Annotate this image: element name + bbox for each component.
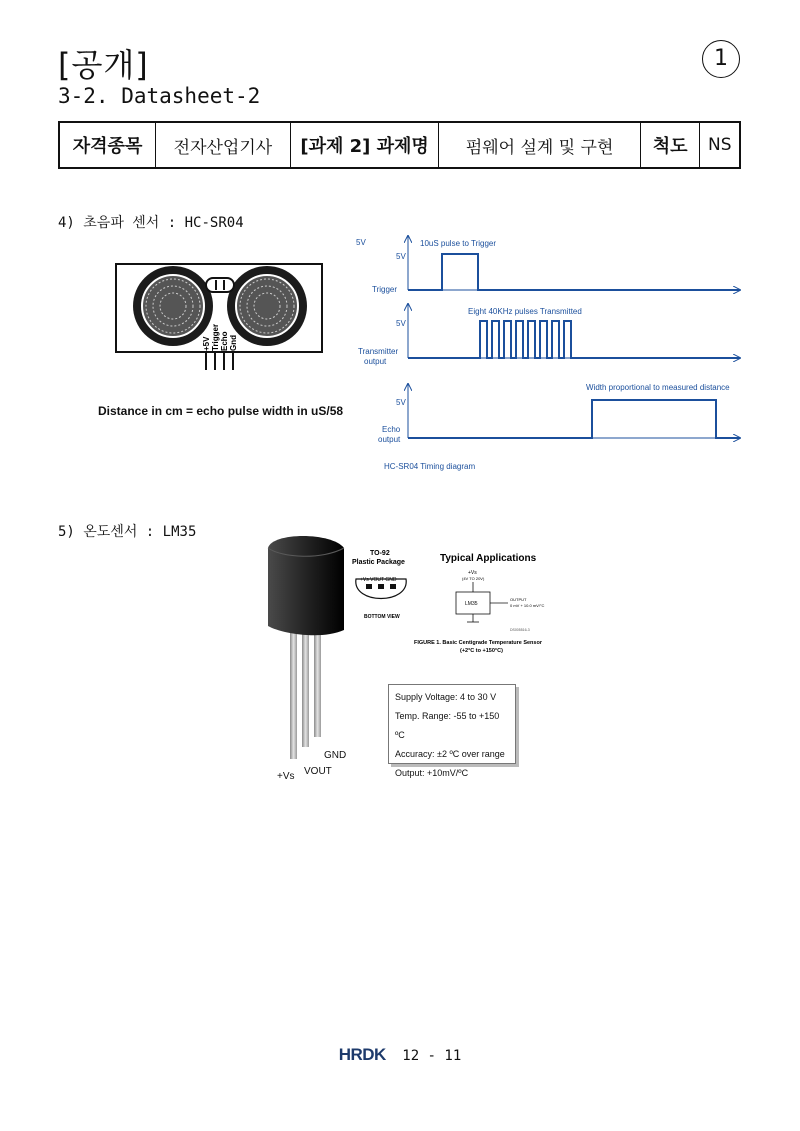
trigger-note: 10uS pulse to Trigger <box>420 239 497 248</box>
trigger-volt-label: 5V <box>396 252 406 261</box>
bottom-view-label: BOTTOM VIEW <box>364 614 400 620</box>
lead-vout <box>302 622 309 747</box>
info-label-scale: 척도 <box>640 122 700 168</box>
pin-label: Echo <box>220 331 229 351</box>
page-subtitle: 3-2. Datasheet-2 <box>58 84 261 108</box>
page-number: 12 - 11 <box>402 1048 462 1064</box>
timing-caption: HC-SR04 Timing diagram <box>384 462 476 471</box>
echo-label-line2: output <box>378 435 401 444</box>
lm35-specs-box <box>388 684 516 778</box>
volt-label-top: 5V <box>356 238 366 247</box>
header-title: [공개] <box>58 46 149 84</box>
to92-body <box>268 536 344 635</box>
package-title-line2: Plastic Package <box>352 559 405 566</box>
info-label-task: [과제 2] 과제명 <box>290 122 439 168</box>
transmitter-label-line2: output <box>364 357 387 366</box>
typical-app-title: Typical Applications <box>440 553 537 564</box>
typical-application-diagram <box>408 548 568 658</box>
transmit-volt-label: 5V <box>396 319 406 328</box>
echo-label-line1: Echo <box>382 425 401 434</box>
pin-label-vs: +Vs <box>277 771 295 782</box>
hrdk-logo: HRDK <box>338 1045 386 1064</box>
info-value-task: 펌웨어 설계 및 구현 <box>439 122 640 168</box>
echo-note: Width proportional to measured distance <box>586 383 730 392</box>
trigger-label: Trigger <box>372 285 398 294</box>
echo-waveform <box>408 400 740 438</box>
app-figure-code: DS005516-3 <box>510 628 530 632</box>
figure-caption-line1: FIGURE 1. Basic Centigrade Temperature Sensor <box>414 640 542 646</box>
pin-label-vout: VOUT <box>304 766 332 777</box>
transmit-note: Eight 40KHz pulses Transmitted <box>468 307 582 316</box>
spec-line: Supply Voltage: 4 to 30 V <box>395 692 497 702</box>
page-circle-number: 1 <box>702 40 740 78</box>
app-output-label: OUTPUT <box>510 597 527 602</box>
pin-label: Gnd <box>229 335 238 351</box>
section5-heading: 5) 온도센서 : LM35 <box>58 524 197 540</box>
info-value-subject: 전자산업기사 <box>156 122 291 168</box>
hcsr04-sensor-illustration <box>110 258 330 373</box>
transmitter-waveform <box>408 321 740 358</box>
lead-vs <box>290 622 297 759</box>
lm35-package-illustration <box>262 530 362 785</box>
pin-label: Trigger <box>211 323 220 351</box>
app-vs-range: (4V TO 20V) <box>462 576 485 581</box>
info-table <box>58 121 741 169</box>
spec-line: Output: +10mV/ºC <box>395 768 469 778</box>
app-output-spec: 0 mV + 10.0 mV/°C <box>510 603 545 608</box>
figure-caption-line2: (+2°C to +150°C) <box>460 648 503 654</box>
timing-diagram <box>352 232 747 477</box>
distance-formula: Distance in cm = echo pulse width in uS/58 <box>98 404 344 418</box>
crystal-oscillator <box>206 278 234 292</box>
info-value-scale: NS <box>700 122 740 168</box>
section4-heading: 4) 초음파 센서 : HC-SR04 <box>58 215 244 231</box>
pin-label-gnd: GND <box>324 750 347 761</box>
package-pin-labels: +Vs VOUT GND <box>360 577 397 583</box>
trigger-waveform <box>408 254 740 290</box>
info-label-subject: 자격종목 <box>59 122 156 168</box>
pin-label: +5V <box>202 336 211 351</box>
transmitter-label-line1: Transmitter <box>358 347 399 356</box>
spec-line: Accuracy: ±2 ºC over range <box>395 749 505 759</box>
app-chip-label: LM35 <box>465 601 478 607</box>
lead-gnd <box>314 622 321 737</box>
echo-volt-label: 5V <box>396 398 406 407</box>
app-vs-label: +Vs <box>468 570 477 576</box>
package-title-line1: TO-92 <box>370 550 390 557</box>
spec-line: Temp. Range: -55 to +150 ºC <box>395 711 500 740</box>
page-footer <box>0 1045 800 1065</box>
